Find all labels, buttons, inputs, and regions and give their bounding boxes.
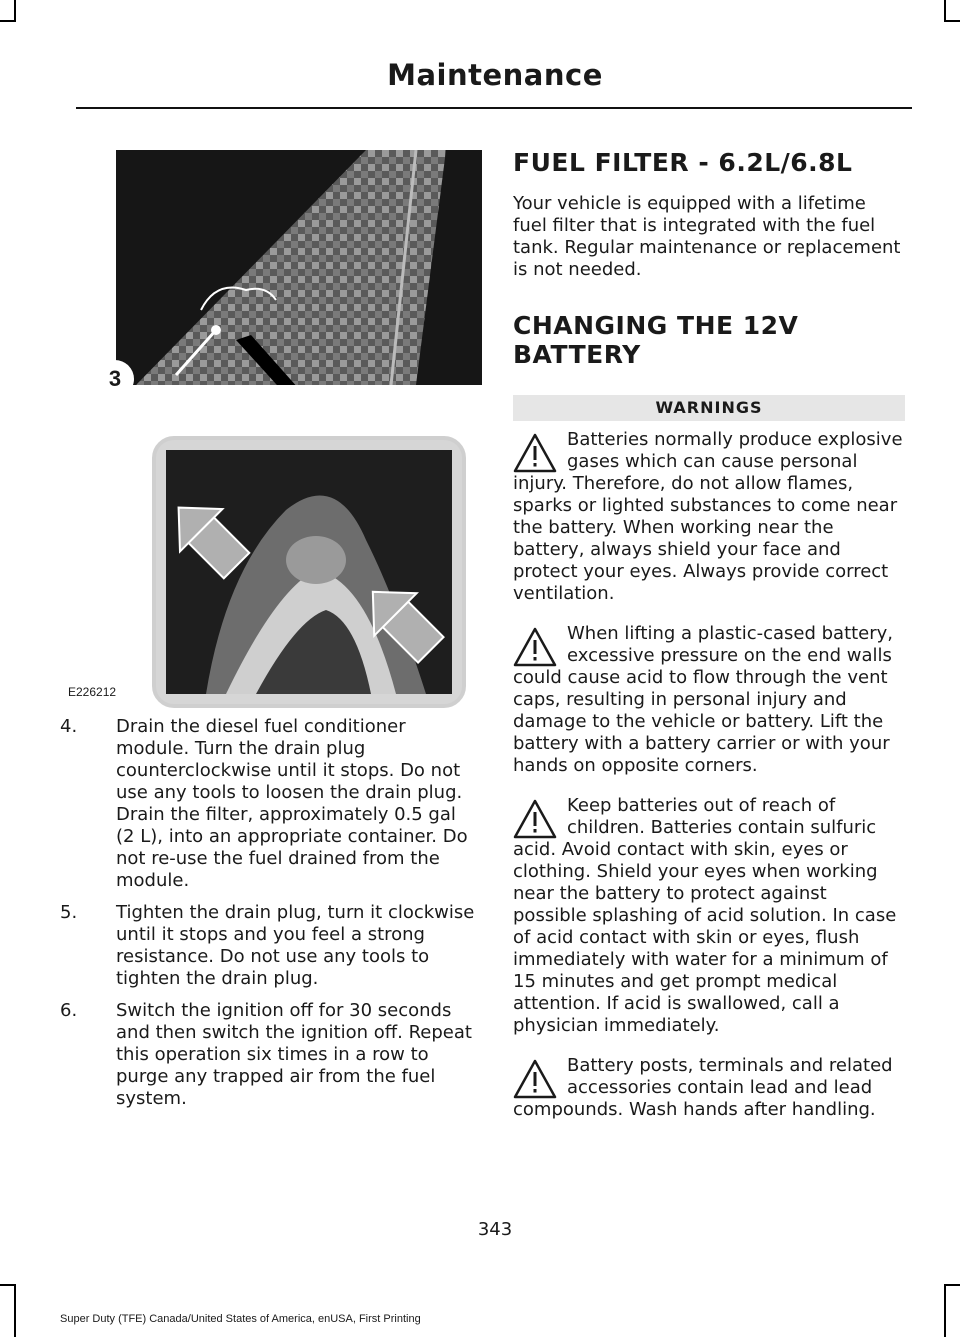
callout-number: 3 xyxy=(96,360,134,398)
list-item xyxy=(60,1000,476,1110)
drain-plug-inset xyxy=(152,436,466,708)
list-item xyxy=(60,716,476,892)
drain-plug-illustration xyxy=(166,450,452,694)
warning-triangle-icon xyxy=(513,627,557,667)
header-rule xyxy=(76,107,912,109)
footer-note: Super Duty (TFE) Canada/United States of America, enUSA, First Printing xyxy=(60,1313,421,1325)
crop-mark xyxy=(0,20,16,22)
warning-triangle-icon xyxy=(513,433,557,473)
crop-mark xyxy=(0,1284,16,1286)
right-column xyxy=(513,148,905,1121)
warnings-header: WARNINGS xyxy=(513,395,905,421)
crop-mark xyxy=(944,1284,960,1286)
crop-mark xyxy=(944,1284,946,1337)
crop-mark xyxy=(944,0,946,22)
warning-block xyxy=(513,795,905,1037)
maintenance-figure xyxy=(60,148,485,708)
fuel-filter-illustration xyxy=(116,150,482,385)
warning-block xyxy=(513,623,905,777)
figure-code: E226212 xyxy=(68,685,117,699)
warning-triangle-icon xyxy=(513,1059,557,1099)
step-text: Switch the ignition off for 30 seconds and then switch the ignition off. Repeat this operation six times in a row to purge any trapped air from the fuel system. xyxy=(116,1000,472,1109)
step-number: 6. xyxy=(60,1000,78,1021)
warning-text: Battery posts, terminals and related accessories contain lead and lead compounds. Wash hands after handling. xyxy=(513,1055,893,1120)
warning-triangle-icon xyxy=(513,799,557,839)
warning-text: Batteries normally produce explosive gases which can cause personal injury. Therefore, do not allow flames, sparks or lighted substances to come near the battery. When working near the battery, always shield your face and protect your eyes. Always provide correct ventilation. xyxy=(513,429,903,604)
battery-heading: CHANGING THE 12V BATTERY xyxy=(513,311,799,369)
fuel-filter-photo xyxy=(116,150,482,385)
fuel-filter-body: Your vehicle is equipped with a lifetime fuel filter that is integrated with the fuel tank. Regular maintenance or replacement is not needed. xyxy=(513,193,901,280)
fuel-filter-heading: FUEL FILTER - 6.2L/6.8L xyxy=(513,148,853,177)
step-text: Tighten the drain plug, turn it clockwise until it stops and you feel a strong resistance. Do not use any tools to tighten the drain plug. xyxy=(116,902,475,989)
step-number: 4. xyxy=(60,716,78,737)
page-title: Maintenance xyxy=(387,58,603,92)
warning-text: When lifting a plastic-cased battery, excessive pressure on the end walls could cause acid to flow through the vent caps, resulting in personal injury and damage to the vehicle or battery. Lift the battery with a battery carrier or with your hands on opposite corners. xyxy=(513,623,894,776)
crop-mark xyxy=(14,0,16,22)
crop-mark xyxy=(14,1284,16,1337)
warning-block xyxy=(513,429,905,605)
step-text: Drain the diesel fuel conditioner module. Turn the drain plug counterclockwise until it stops. Do not use any tools to loosen the drain plug. Drain the filter, approximately 0.5 gal (2 L), into an appropriate container. Do not re-use the fuel drained from the module. xyxy=(116,716,468,891)
warning-block xyxy=(513,1055,905,1121)
crop-mark xyxy=(944,20,960,22)
page-number: 343 xyxy=(477,1219,513,1240)
warning-text: Keep batteries out of reach of children. Batteries contain sulfuric acid. Avoid contact with skin, eyes or clothing. Shield your eyes when working near the battery to protect against possible splashing of acid solution. In case of acid contact with skin or eyes, flush immediately with water for a minimum of 15 minutes and get prompt medical attention. If acid is swallowed, call a physician immediately. xyxy=(513,795,897,1036)
step-number: 5. xyxy=(60,902,78,923)
procedure-steps xyxy=(60,716,476,1120)
list-item xyxy=(60,902,476,990)
